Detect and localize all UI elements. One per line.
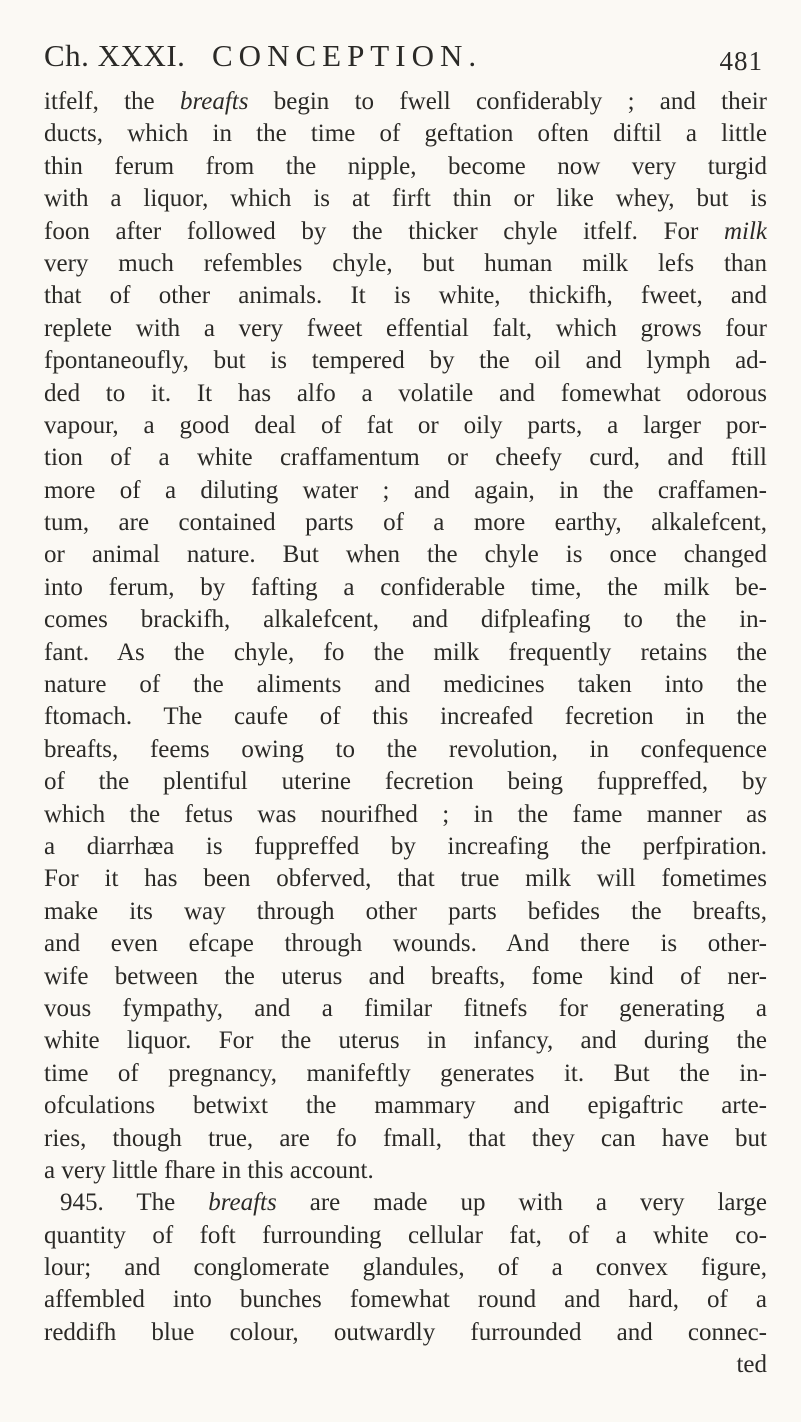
- text-line: [44, 1187, 767, 1219]
- text-line: [44, 1252, 767, 1284]
- text-line: [44, 151, 767, 183]
- text-line: [44, 572, 767, 604]
- text-segment: that of other animals. It is white, thickifh, fweet, and: [44, 282, 767, 310]
- chapter-label: Ch. XXXI.: [44, 38, 186, 73]
- text-line: [44, 118, 767, 150]
- text-segment: quantity of foft furrounding cellular fat, of a white co-: [44, 1221, 767, 1249]
- text-segment: ded to it. It has alfo a volatile and fomewhat odorous: [44, 379, 767, 407]
- text-line: [44, 1025, 767, 1057]
- text-line: [44, 831, 767, 863]
- text-line: [44, 313, 767, 345]
- text-line: [44, 637, 767, 669]
- text-segment: reddifh blue colour, outwardly furrounded and connec-: [44, 1318, 767, 1346]
- text-segment: ftomach. The caufe of this increafed fecretion in the: [44, 703, 767, 731]
- text-line: [44, 248, 767, 280]
- text-segment: replete with a very fweet effential falt, which grows four: [44, 314, 767, 342]
- text-line: [44, 345, 767, 377]
- text-segment: foon after followed by the thicker chyle itfelf. For: [44, 217, 724, 245]
- catchword: [44, 1349, 767, 1381]
- text-line: [44, 539, 767, 571]
- text-segment: 945. The: [60, 1189, 209, 1217]
- text-segment: white liquor. For the uterus in infancy, and during the: [44, 1027, 767, 1055]
- text-segment: and even efcape through wounds. And there is other-: [44, 930, 767, 958]
- text-line: [44, 928, 767, 960]
- body-text: [44, 86, 767, 1382]
- text-line: [44, 442, 767, 474]
- text-segment: ducts, which in the time of geftation often diftil a little: [44, 120, 767, 148]
- text-line: [44, 410, 767, 442]
- text-segment: time of pregnancy, manifeftly generates it. But the in-: [44, 1059, 767, 1087]
- text-segment: a very little fhare in this account.: [44, 1156, 374, 1184]
- text-line: [44, 378, 767, 410]
- text-segment: more of a diluting water ; and again, in the craffamen-: [44, 476, 767, 504]
- text-segment: ted: [736, 1351, 767, 1379]
- text-line: [44, 896, 767, 928]
- text-segment: For it has been obferved, that true milk will fometimes: [44, 865, 767, 893]
- text-line: [44, 993, 767, 1025]
- text-line: [44, 669, 767, 701]
- page-number: 481: [719, 46, 763, 76]
- running-title: CONCEPTION.: [212, 38, 483, 73]
- text-line: [44, 1090, 767, 1122]
- text-line: [44, 863, 767, 895]
- text-line: [44, 86, 767, 118]
- italic-term: breafts: [208, 1189, 277, 1217]
- text-line: [44, 280, 767, 312]
- text-line: [44, 1284, 767, 1316]
- text-line: [44, 604, 767, 636]
- italic-term: milk: [723, 217, 767, 245]
- text-line: [44, 1123, 767, 1155]
- text-line: [44, 1058, 767, 1090]
- text-segment: are made up with a very large: [276, 1189, 767, 1217]
- text-line: [44, 1155, 767, 1187]
- text-segment: of the plentiful uterine fecretion being fuppreffed, by: [44, 768, 767, 796]
- text-segment: fant. As the chyle, fo the milk frequently retains the: [44, 638, 767, 666]
- text-segment: lour; and conglomerate glandules, of a convex figure,: [44, 1254, 767, 1282]
- text-segment: a diarrhæa is fuppreffed by increafing the perfpiration.: [44, 832, 767, 860]
- text-line: [44, 216, 767, 248]
- text-segment: comes brackifh, alkalefcent, and difpleafing to the in-: [44, 606, 767, 634]
- text-line: [44, 701, 767, 733]
- text-line: [44, 799, 767, 831]
- text-segment: vous fympathy, and a fimilar fitnefs for generating a: [44, 994, 767, 1022]
- text-segment: wife between the uterus and breafts, fome kind of ner-: [44, 962, 767, 990]
- text-line: [44, 1220, 767, 1252]
- text-segment: begin to fwell confiderably ; and their: [248, 88, 767, 115]
- text-segment: into ferum, by fafting a confiderable time, the milk be-: [44, 573, 767, 601]
- italic-term: breafts: [179, 88, 249, 115]
- text-segment: thin ferum from the nipple, become now very turgid: [44, 152, 767, 180]
- text-line: [44, 183, 767, 215]
- text-segment: vapour, a good deal of fat or oily parts, a larger por-: [44, 411, 767, 439]
- text-line: [44, 475, 767, 507]
- text-segment: fpontaneoufly, but is tempered by the oil and lymph ad-: [44, 347, 767, 375]
- text-segment: affembled into bunches fomewhat round and hard, of a: [44, 1286, 767, 1314]
- text-segment: ofculations betwixt the mammary and epigaftric arte-: [44, 1092, 767, 1120]
- text-segment: with a liquor, which is at firft thin or like whey, but is: [44, 185, 767, 213]
- text-segment: make its way through other parts befides the breafts,: [44, 897, 767, 925]
- text-segment: itfelf, the: [44, 88, 180, 115]
- text-segment: nature of the aliments and medicines taken into the: [44, 671, 767, 699]
- text-line: [44, 766, 767, 798]
- text-line: [44, 1317, 767, 1349]
- text-segment: tion of a white craffamentum or cheefy curd, and ftill: [44, 444, 767, 472]
- text-segment: or animal nature. But when the chyle is once changed: [44, 541, 767, 569]
- running-header: [44, 38, 767, 78]
- text-segment: breafts, feems owing to the revolution, in confequence: [44, 735, 767, 763]
- text-line: [44, 961, 767, 993]
- text-line: [44, 734, 767, 766]
- text-segment: which the fetus was nourifhed ; in the fame manner as: [44, 800, 767, 828]
- text-segment: very much refembles chyle, but human milk lefs than: [44, 249, 767, 277]
- text-line: [44, 507, 767, 539]
- text-segment: ries, though true, are fo fmall, that they can have but: [44, 1124, 767, 1152]
- text-segment: tum, are contained parts of a more earthy, alkalefcent,: [44, 509, 767, 537]
